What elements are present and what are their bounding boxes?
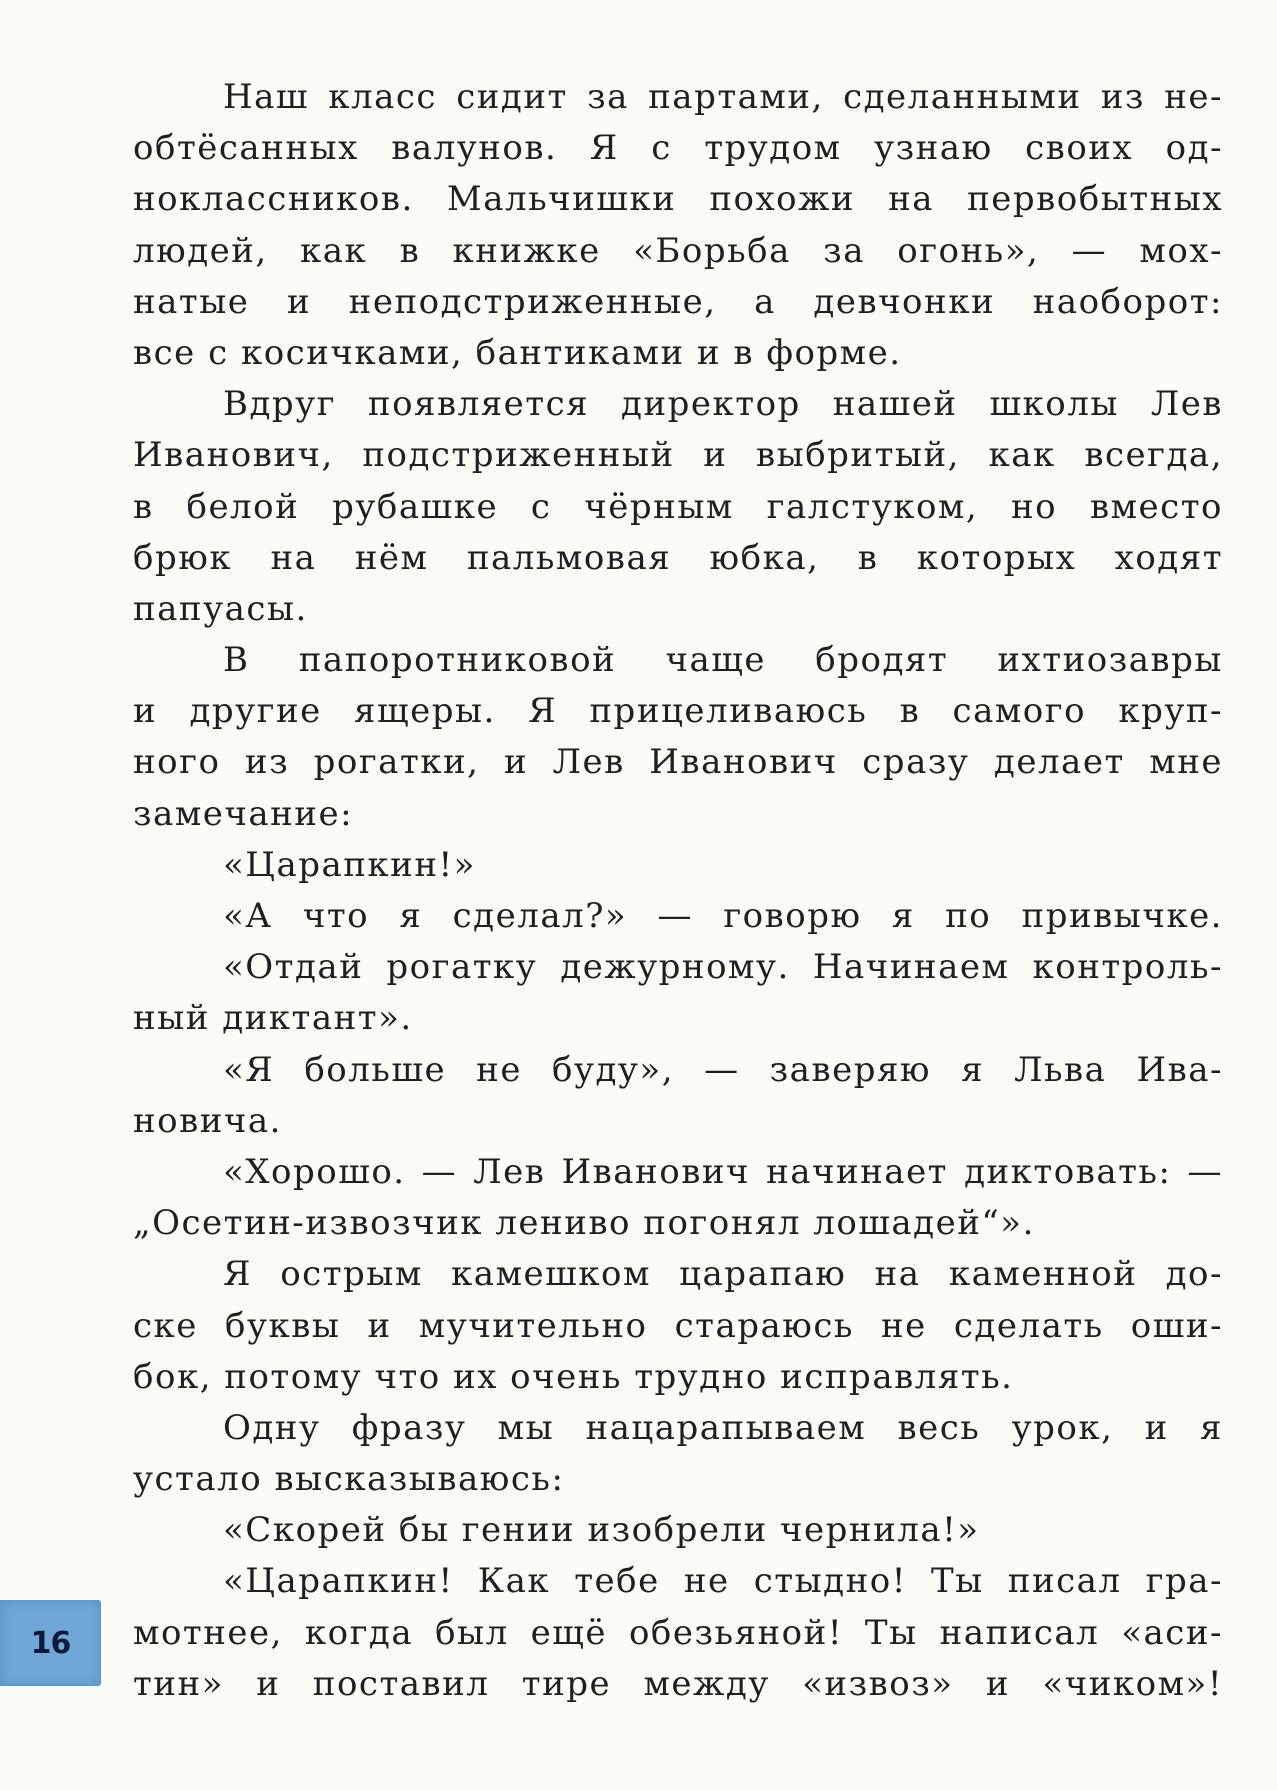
text-line: „Осетин-извозчик лениво погонял лошадей“». [133,1203,1035,1244]
paragraph [133,1045,1223,1147]
text-line: Одну фразу мы нацарапываем весь урок, и я [223,1407,1223,1448]
paragraph [133,891,1223,942]
text-line: натые и неподстриженные, а девчонки наоборот: [133,281,1223,322]
text-line: обтёсанных валунов. Я с трудом узнаю своих од- [133,128,1223,169]
paragraph [133,942,1223,1044]
text-line: брюк на нём пальмовая юбка, в которых ходят [133,537,1223,578]
text-line: и другие ящеры. Я прицеливаюсь в самого круп- [133,691,1223,732]
paragraph [133,72,1223,379]
paragraph [133,379,1223,635]
paragraph [133,1505,1223,1556]
text-line: бок, потому что их очень трудно исправлять. [133,1356,1014,1397]
page-number-badge [0,1600,101,1686]
text-line: замечание: [133,793,354,834]
paragraph [133,635,1223,840]
text-line: ного из рогатки, и Лев Иванович сразу делает мне [133,742,1223,783]
paragraph [133,1249,1223,1403]
text-line: ноклассников. Мальчишки похожи на первобытных [133,179,1223,220]
text-line: «Отдай рогатку дежурному. Начинаем контроль- [223,947,1223,988]
text-line: Вдруг появляется директор нашей школы Лев [223,384,1223,425]
text-line: тин» и поставил тире между «извоз» и «чиком»! [133,1663,1223,1704]
paragraph [133,1403,1223,1505]
text-line: «Скорей бы гении изобрели чернила!» [223,1510,980,1551]
text-line: Наш класс сидит за партами, сделанными из не- [223,77,1223,117]
text-line: устало высказываюсь: [133,1459,565,1500]
page-text [133,72,1223,1710]
page-number: 16 [30,1625,71,1661]
paragraph [133,840,1223,891]
paragraph [133,1556,1223,1710]
text-line: людей, как в книжке «Борьба за огонь», — мох- [133,230,1223,271]
text-line: ный диктант». [133,998,413,1039]
text-line: мотнее, когда был ещё обезьяной! Ты написал «аси- [133,1612,1223,1653]
paragraph [133,1147,1223,1249]
text-line: В папоротниковой чаще бродят ихтиозавры [223,640,1223,681]
text-line: все с косичками, бантиками и в форме. [133,332,902,373]
text-line: Я острым камешком царапаю на каменной до- [223,1254,1223,1295]
text-line: Иванович, подстриженный и выбритый, как всегда, [133,435,1223,476]
text-line: «Царапкин!» [223,844,476,885]
text-line: «Царапкин! Как тебе не стыдно! Ты писал гра- [223,1561,1223,1602]
text-line: «Хорошо. — Лев Иванович начинает диктовать: — [223,1151,1223,1192]
text-line: «Я больше не буду», — заверяю я Льва Ива- [223,1049,1223,1090]
text-line: папуасы. [133,588,308,629]
text-line: в белой рубашке с чёрным галстуком, но вместо [133,486,1223,527]
text-line: ске буквы и мучительно стараюсь не сделать оши- [133,1305,1223,1346]
text-line: новича. [133,1100,282,1141]
text-line: «А что я сделал?» — говорю я по привычке. [223,896,1223,936]
